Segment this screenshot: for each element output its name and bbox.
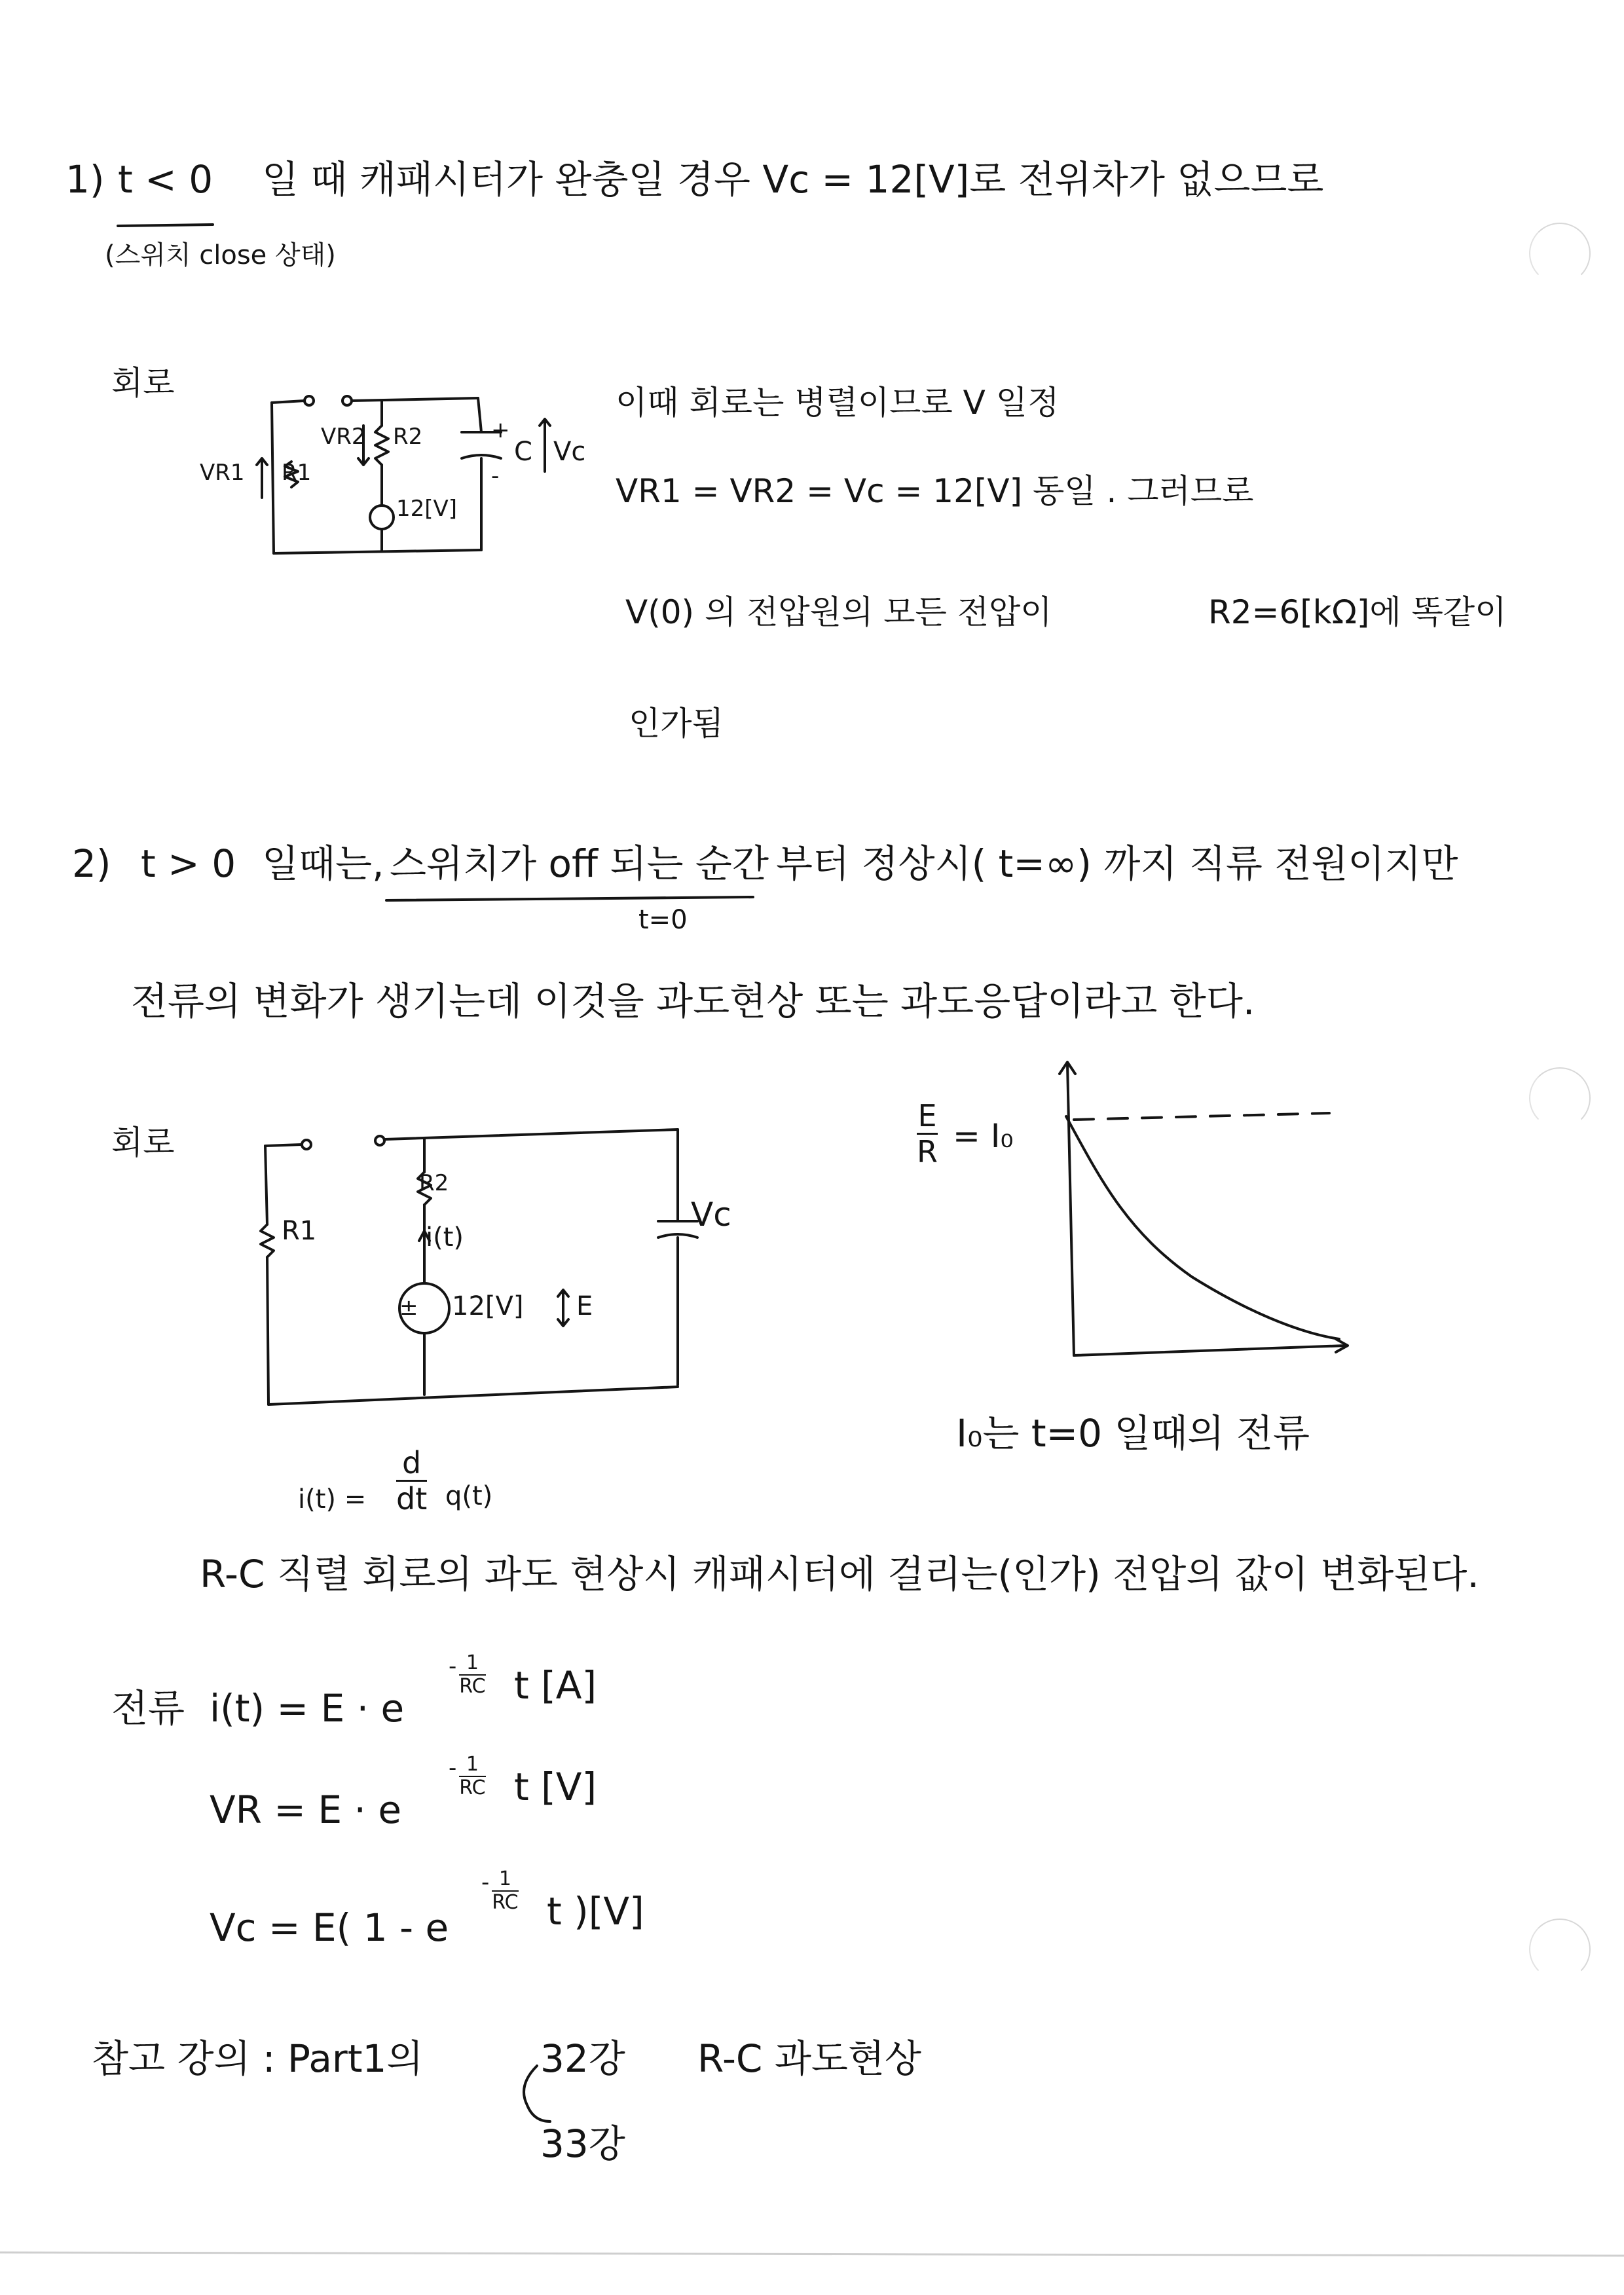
circuit2-source-label: 12[V]: [452, 1291, 524, 1321]
circuit2-pm: ±: [399, 1294, 418, 1321]
circuit2-diagram: [261, 1129, 697, 1405]
section2-heading-c: 스위치가 off 되는 순간: [390, 841, 769, 886]
section2-heading-d: 부터 정상시( t=∞) 까지 직류 전원이지만: [776, 841, 1458, 886]
formula-vr-exponent: - 1 RC: [449, 1753, 486, 1799]
section2-t0-label: t=0: [638, 905, 688, 935]
section1-line1: 이때 회로는 병렬이므로 V 일정: [616, 384, 1060, 422]
section2-circuit-label: 회로: [111, 1124, 175, 1162]
circuit2-current-label: i(t): [426, 1222, 464, 1253]
section1-note: (스위치 close 상태): [105, 240, 336, 270]
it-definition-lhs: i(t) =: [298, 1484, 367, 1515]
circuit1-vr1-label: VR1: [200, 460, 245, 486]
circuit1-plus: +: [491, 417, 510, 443]
reference-item-33: 33강: [540, 2121, 625, 2166]
formula-vr-unit: t [V]: [514, 1765, 597, 1809]
reference-brace: [524, 2066, 550, 2121]
it-definition-rhs: q(t): [445, 1481, 493, 1511]
circuit1-source-label: 12[V]: [396, 496, 458, 522]
circuit1-diagram: [257, 396, 550, 553]
formula-vc-exponent: - 1 RC: [481, 1867, 519, 1914]
graph-e-over-r: E R: [917, 1098, 938, 1170]
formula-i-exponent: - 1 RC: [449, 1651, 486, 1698]
section2-line2: 전류의 변화가 생기는데 이것을 과도현상 또는 과도응답이라고 한다.: [131, 979, 1255, 1023]
section2-heading-a: t > 0: [141, 841, 236, 886]
section2-number: 2): [72, 841, 111, 886]
circuit1-minus: -: [491, 463, 500, 489]
section2-heading-b: 일때는,: [262, 841, 384, 886]
circuit1-vr2-label: VR2: [321, 424, 366, 450]
decay-curve: [1066, 1116, 1339, 1339]
circuit1-cap-label: C: [514, 437, 532, 467]
formula-vc-lhs: Vc = E( 1 - e: [210, 1905, 449, 1950]
i0-asymptote: [1074, 1113, 1329, 1120]
decay-graph: [1060, 1062, 1348, 1355]
section1-number: 1): [65, 157, 105, 202]
circuit1-r2-label: R2: [393, 424, 423, 450]
formula-vr-lhs: VR = E · e: [210, 1788, 402, 1832]
section1-line3b: R2=6[kΩ]에 똑같이: [1208, 593, 1507, 631]
circuit2-r1-label: R1: [282, 1216, 317, 1246]
graph-caption: I₀는 t=0 일때의 전류: [956, 1411, 1310, 1456]
underline-switch-off: [386, 897, 753, 900]
circuit2-r2-label: R2: [419, 1170, 449, 1196]
graph-i0-label: = I₀: [953, 1117, 1014, 1155]
underline-t-less-than-0: [118, 225, 213, 226]
formula-vc-unit: t )[V]: [547, 1889, 644, 1934]
section1-condition: t < 0: [118, 157, 213, 202]
formula-i-lhs: i(t) = E · e: [210, 1686, 405, 1731]
section1-line2: VR1 = VR2 = Vc = 12[V] 동일 . 그러므로: [616, 472, 1254, 510]
page-bottom-line: [0, 2252, 1624, 2256]
section1-line4: 인가됨: [629, 705, 724, 743]
rc-series-line: R-C 직렬 회로의 과도 현상시 캐패시터에 걸리는(인가) 전압의 값이 변화된다.: [200, 1552, 1479, 1596]
formula-current-label: 전류: [111, 1686, 185, 1731]
circuit1-vc-label: Vc: [553, 437, 586, 467]
section1-heading: 일 때 캐패시터가 완충일 경우 Vc = 12[V]로 전위차가 없으므로: [262, 157, 1324, 202]
circuit2-e-label: E: [576, 1291, 593, 1321]
reference-item-32: 32강: [540, 2036, 625, 2081]
formula-i-unit: t [A]: [514, 1663, 597, 1708]
it-definition-fraction: d dt: [396, 1445, 428, 1517]
reference-label: 참고 강의 : Part1의: [92, 2036, 424, 2081]
section1-circuit-label: 회로: [111, 364, 175, 402]
circuit1-r1-label: R1: [282, 460, 312, 486]
reference-topic: R-C 과도현상: [697, 2036, 921, 2081]
section1-line3: V(0) 의 전압원의 모든 전압이: [625, 593, 1052, 631]
circuit2-vc-label: Vc: [691, 1196, 731, 1234]
